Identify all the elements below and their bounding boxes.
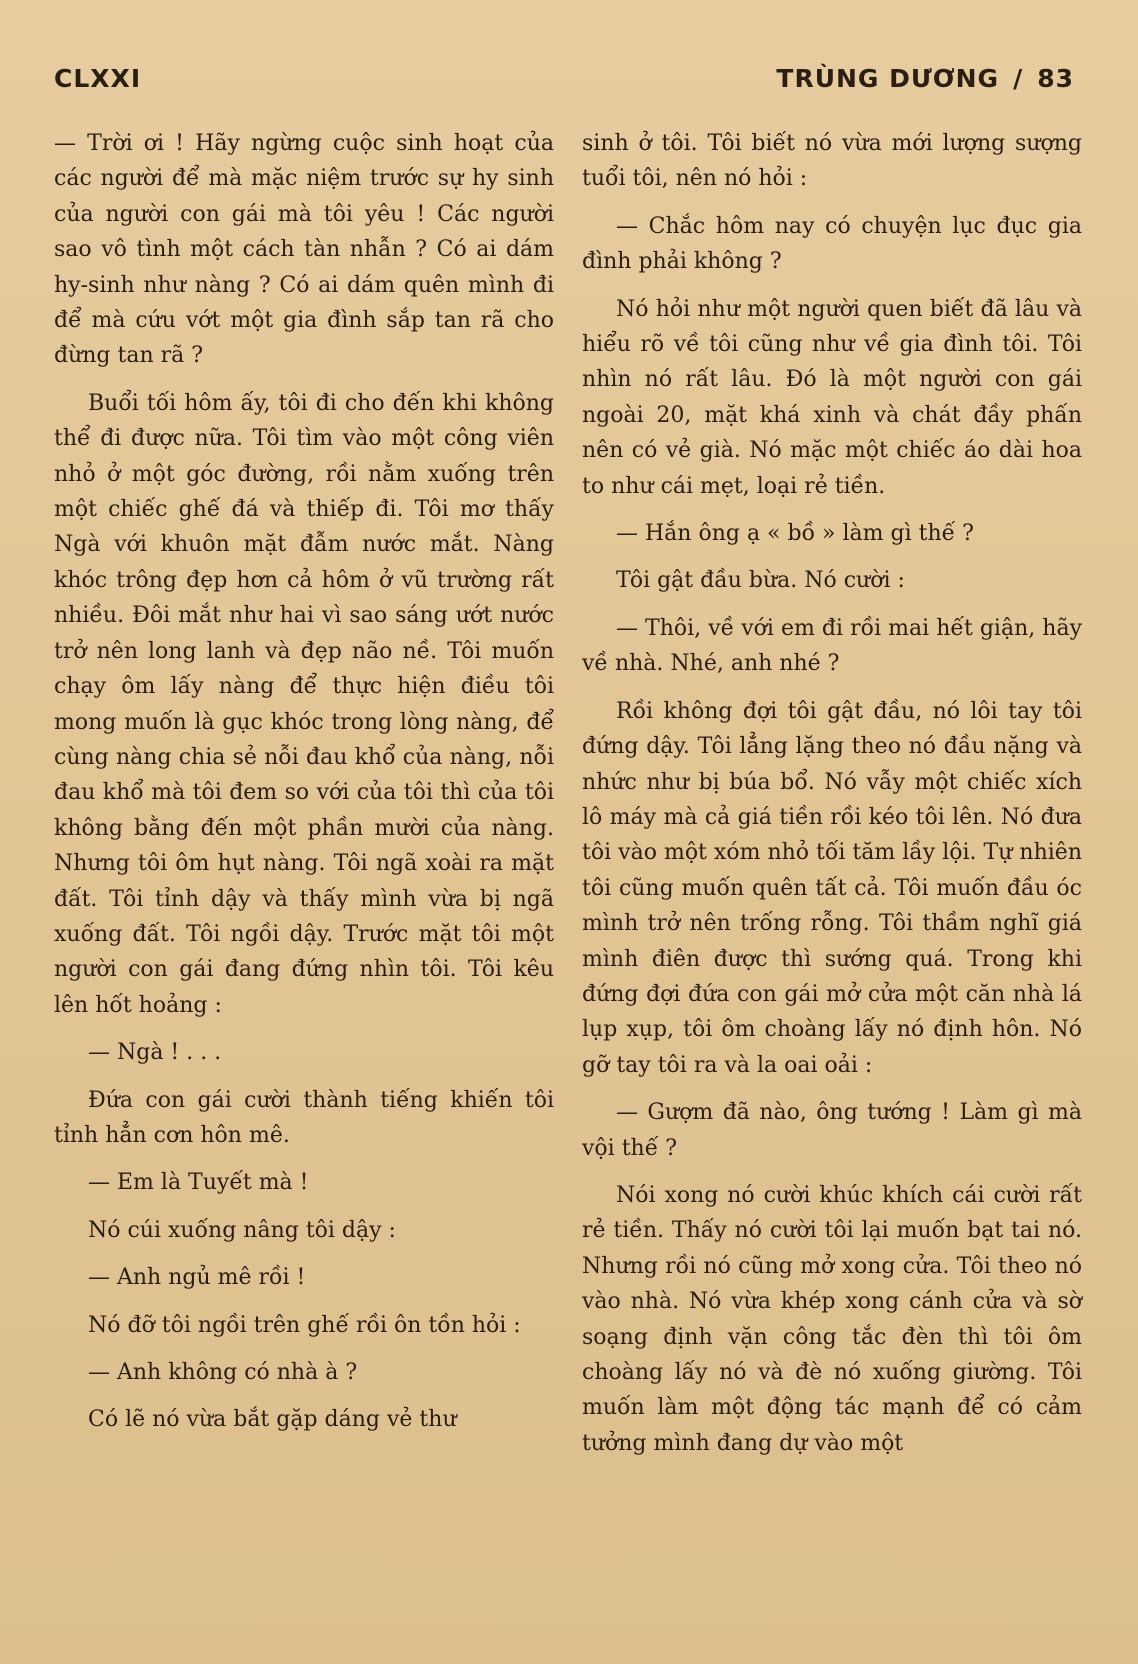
page-header [54, 58, 1074, 98]
paragraph: — Trời ơi ! Hãy ngừng cuộc sinh hoạt của các người để mà mặc niệm trước sự hy sinh của người con gái mà tôi yêu ! Các người sao vô tình một cách tàn nhẫn ? Có ai dám hy-sinh như nàng ? Có ai dám quên mình đi để mà cứu vớt một gia đình sắp tan rã cho đừng tan rã ? [54, 131, 554, 369]
paragraph: Rồi không đợi tôi gật đầu, nó lôi tay tôi đứng dậy. Tôi lẳng lặng theo nó đầu nặng và nhức như bị búa bổ. Nó vẫy một chiếc xích lô máy mà cả giá tiền rồi kéo tôi lên. Nó đưa tôi vào một xóm nhỏ tối tăm lầy lội. Tự nhiên tôi cũng muốn quên tất cả. Tôi muốn đầu óc mình trở nên trống rỗng. Tôi thầm nghĩ giá mình điên được thì sướng quá. Trong khi đứng đợi đứa con gái mở cửa một căn nhà lá lụp xụp, tôi ôm choàng lấy nó định hôn. Nó gỡ tay tôi ra và la oai oải : [582, 698, 1082, 1078]
paragraph: — Thôi, về với em đi rồi mai hết giận, hãy về nhà. Nhé, anh nhé ? [582, 615, 1082, 677]
paragraph: Tôi gật đầu bừa. Nó cười : [616, 568, 905, 594]
paragraph: Đứa con gái cười thành tiếng khiến tôi tỉnh hẳn cơn hôn mê. [54, 1087, 554, 1148]
paragraph: — Ngà ! . . . [88, 1040, 222, 1066]
paragraph: Buổi tối hôm ấy, tôi đi cho đến khi không thể đi được nữa. Tôi tìm vào một công viên nhỏ ở một góc đường, rồi nằm xuống trên một chiếc ghế đá và thiếp đi. Tôi mơ thấy Ngà với khuôn mặt đẫm nước mắt. Nàng khóc trông đẹp hơn cả hôm ở vũ trường rất nhiều. Đôi mắt như hai vì sao sáng ướt nước trở nên long lanh và đẹp não nề. Tôi muốn chạy ôm lấy nàng để thực hiện điều tôi mong muốn là gục khóc trong lòng nàng, để cùng nàng chia sẻ nỗi đau khổ của nàng, nỗi đau khổ mà tôi đem so với của tôi thì của tôi không bằng đến một phần mười của nàng. Nhưng tôi ôm hụt nàng. Tôi ngã xoài ra mặt đất. Tôi tỉnh dậy và thấy mình vừa bị ngã xuống đất. Tôi ngồi dậy. Trước mặt tôi một người con gái đang đứng nhìn tôi. Tôi kêu lên hốt hoảng : [54, 390, 554, 1018]
paragraph: — Chắc hôm nay có chuyện lục đục gia đình phải không ? [582, 213, 1082, 275]
paragraph: — Anh ngủ mê rồi ! [88, 1265, 306, 1291]
paragraph: Nó hỏi như một người quen biết đã lâu và hiểu rõ về tôi cũng như về gia đình tôi. Tôi nhìn nó rất lâu. Đó là một người con gái ngoài 20, mặt khá xinh và chát đầy phấn nên có vẻ già. Nó mặc một chiếc áo dài hoa to như cái mẹt, loại rẻ tiền. [582, 296, 1082, 499]
paragraph: Nó cúi xuống nâng tôi dậy : [88, 1217, 396, 1243]
paragraph: Nói xong nó cười khúc khích cái cười rất rẻ tiền. Thấy nó cười tôi lại muốn bạt tai nó. Nhưng rồi nó cũng mở xong cửa. Tôi theo nó vào nhà. Nó vừa khép xong cánh cửa và sờ soạng định vặn công tắc đèn thì tôi ôm choàng lấy nó và đè nó xuống giường. Tôi muốn làm một động tác mạnh để có cảm tưởng mình đang dự vào một [582, 1182, 1082, 1456]
paragraph: — Hắn ông ạ « bồ » làm gì thế ? [616, 521, 974, 547]
header-right [776, 64, 1074, 93]
paragraph: sinh ở tôi. Tôi biết nó vừa mới lượng sượng tuổi tôi, nên nó hỏi : [582, 131, 1082, 192]
author-name: TRÙNG DƯƠNG [776, 63, 1000, 93]
right-column [582, 126, 1082, 1473]
paragraph: Có lẽ nó vừa bắt gặp dáng vẻ thư [88, 1407, 457, 1433]
chapter-number: CLXXI [54, 63, 142, 93]
paragraph: Nó đỡ tôi ngồi trên ghế rồi ôn tồn hỏi : [88, 1312, 521, 1338]
paragraph: — Anh không có nhà à ? [88, 1360, 358, 1385]
paragraph: — Em là Tuyết mà ! [88, 1170, 309, 1196]
page-number: 83 [1037, 63, 1074, 93]
left-column [54, 126, 554, 1450]
header-separator: / [1013, 63, 1024, 93]
paragraph: — Gượm đã nào, ông tướng ! Làm gì mà vội thế ? [582, 1100, 1082, 1161]
